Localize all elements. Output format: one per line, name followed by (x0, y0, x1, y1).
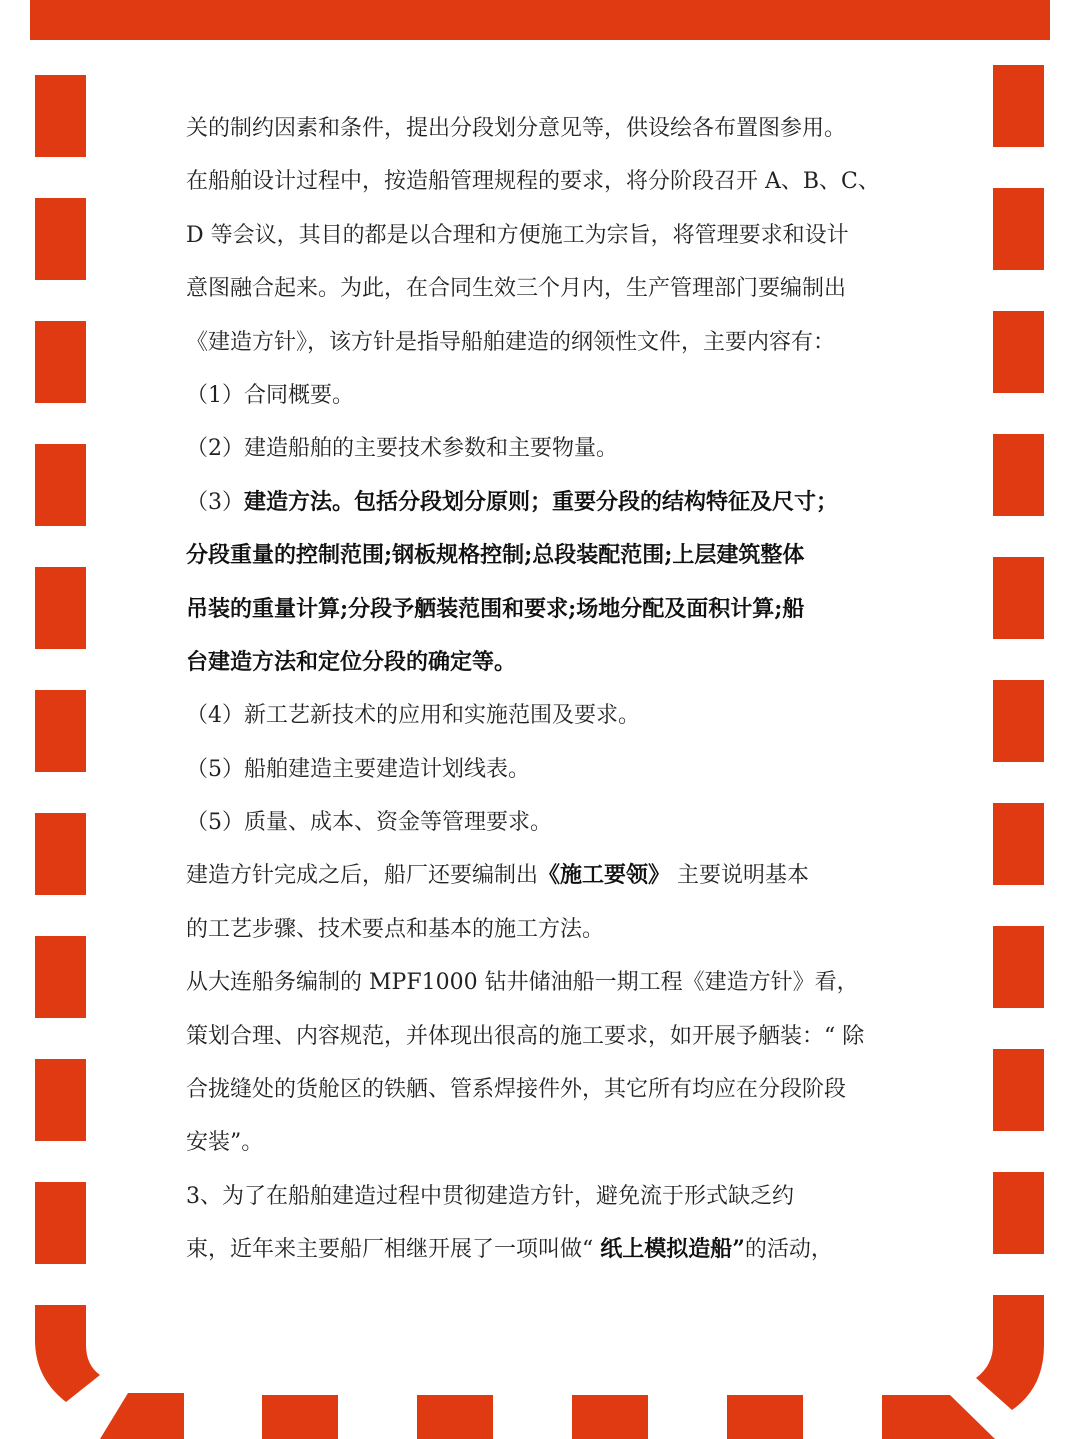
list-item: （5）船舶建造主要建造计划线表。 (186, 756, 530, 782)
text-line: 合拢缝处的货舱区的铁舾、管系焊接件外，其它所有均应在分段阶段 (186, 1077, 847, 1103)
text-line: 《建造方针》，该方针是指导船舶建造的纲领性文件，主要内容有： (186, 329, 836, 355)
list-item: （1）合同概要。 (186, 382, 354, 408)
bold-text-line: 吊装的重量计算;分段予舾装范围和要求;场地分配及面积计算;船 (186, 595, 805, 622)
bottom-left-corner-dash (35, 1305, 100, 1402)
text-line: D 等会议，其目的都是以合理和方便施工为宗旨，将管理要求和设计 (186, 222, 849, 248)
list-item-number: （3） (186, 489, 244, 515)
text-line-with-emphasis (186, 1223, 926, 1276)
text-line-with-emphasis (186, 849, 926, 902)
text-line: 意图融合起来。为此，在合同生效三个月内，生产管理部门要编制出 (186, 276, 847, 302)
text-line: 安装”。 (186, 1130, 264, 1156)
list-item: （4）新工艺新技术的应用和实施范围及要求。 (186, 703, 640, 729)
right-border-dashes (993, 65, 1044, 1254)
emphasis-text: 纸上模拟造船” (600, 1236, 745, 1263)
text-line: 3、为了在船舶建造过程中贯彻建造方针，避免流于形式缺乏约 (186, 1183, 794, 1209)
bottom-border-dashes (100, 1393, 995, 1439)
text-segment: 建造方针完成之后，船厂还要编制出 (186, 863, 539, 889)
left-border-dashes (35, 75, 86, 1264)
emphasis-text: 《施工要领》 (538, 862, 671, 889)
bold-text-line: 台建造方法和定位分段的确定等。 (186, 648, 517, 675)
text-line: 策划合理、内容规范，并体现出很高的施工要求，如开展予舾装：“ 除 (186, 1023, 865, 1049)
text-segment: 的活动， (744, 1237, 833, 1263)
text-line: 的工艺步骤、技术要点和基本的施工方法。 (186, 916, 605, 942)
list-item: （5）质量、成本、资金等管理要求。 (186, 810, 552, 836)
text-segment: 束，近年来主要船厂相继开展了一项叫做“ (186, 1237, 601, 1263)
bold-text-line: 分段重量的控制范围;钢板规格控制;总段装配范围;上层建筑整体 (186, 542, 805, 569)
bottom-right-corner-dash (976, 1295, 1044, 1410)
list-item-bold (186, 476, 926, 529)
top-border-bar (30, 0, 1050, 40)
text-line: 关的制约因素和条件，提出分段划分意见等，供设绘各布置图参用。 (186, 116, 847, 141)
bold-text: 建造方法。包括分段划分原则；重要分段的结构特征及尺寸； (244, 488, 839, 515)
document-body (186, 102, 926, 1277)
text-line: 在船舶设计过程中，按造船管理规程的要求，将分阶段召开 A、B、C、 (186, 169, 880, 195)
text-segment: 主要说明基本 (670, 863, 810, 889)
list-item: （2）建造船舶的主要技术参数和主要物量。 (186, 436, 618, 462)
text-line: 从大连船务编制的 MPF1000 钻井储油船一期工程《建造方针》看， (186, 970, 859, 996)
